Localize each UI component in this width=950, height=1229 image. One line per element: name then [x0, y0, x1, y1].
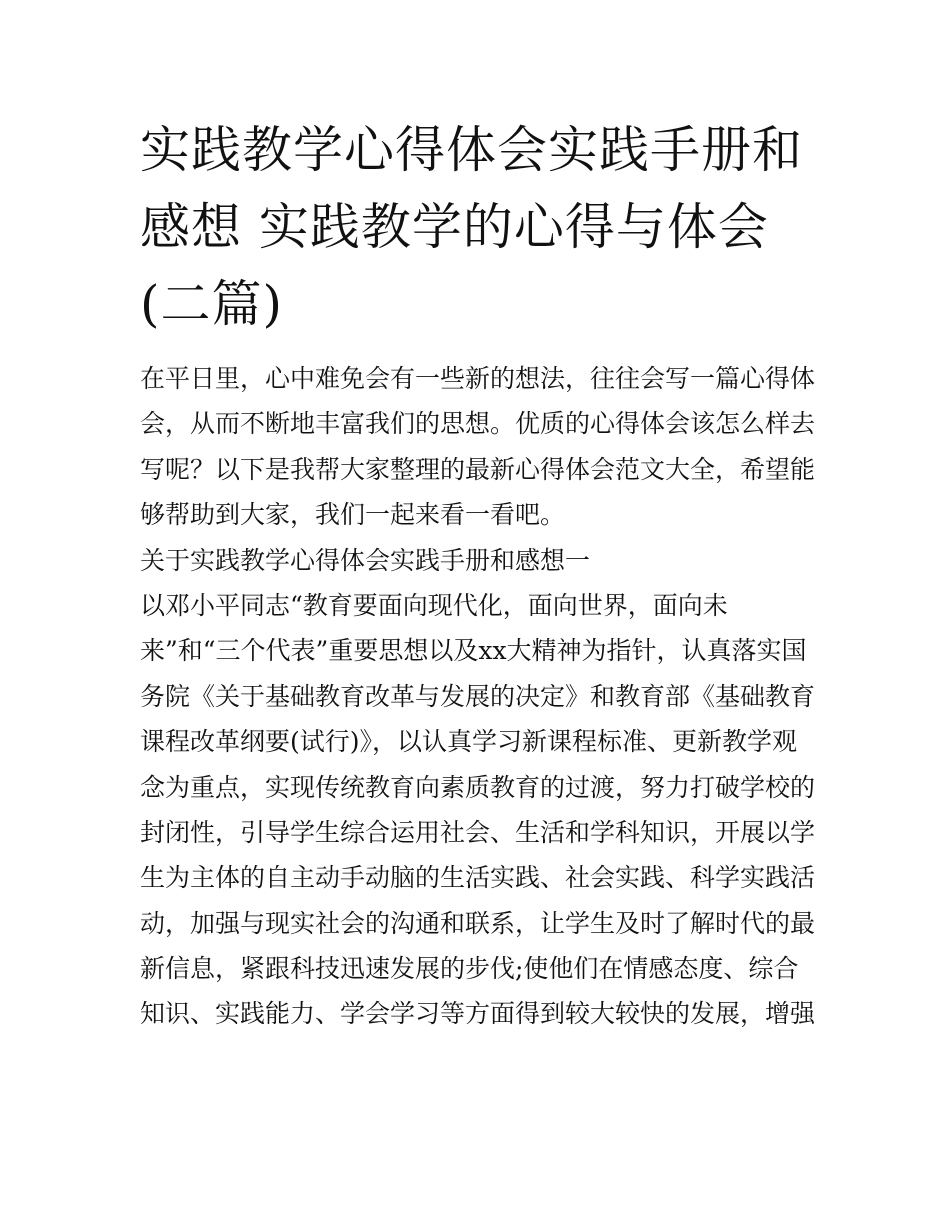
body-line: 会，从而不断地丰富我们的思想。优质的心得体会该怎么样去: [140, 409, 816, 439]
document-title: [140, 112, 820, 343]
title-line: 感想 实践教学的心得与体会: [140, 198, 769, 256]
body-line: 新信息，紧跟科技迅速发展的步伐;使他们在情感态度、综合: [140, 954, 799, 984]
title-line: 实践教学心得体会实践手册和: [140, 121, 803, 179]
title-line: (二篇): [140, 275, 284, 333]
body-line: 务院《关于基础教育改革与发展的决定》和教育部《基础教育: [140, 681, 816, 711]
body-line: 写呢？以下是我帮大家整理的最新心得体会范文大全，希望能: [140, 454, 816, 484]
document-body: [140, 356, 830, 1037]
body-line: 动，加强与现实社会的沟通和联系，让学生及时了解时代的最: [140, 908, 816, 938]
section-heading: 关于实践教学心得体会实践手册和感想一: [140, 545, 591, 575]
body-line: 知识、实践能力、学会学习等方面得到较大较快的发展，增强: [140, 999, 816, 1029]
body-line: 封闭性，引导学生综合运用社会、生活和学科知识，开展以学: [140, 817, 816, 847]
body-line: 在平日里，心中难免会有一些新的想法，往往会写一篇心得体: [140, 364, 816, 393]
body-line: 念为重点，实现传统教育向素质教育的过渡，努力打破学校的: [140, 772, 816, 802]
body-line: 生为主体的自主动手动脑的生活实践、社会实践、科学实践活: [140, 863, 816, 893]
body-line: 课程改革纲要(试行)》，以认真学习新课程标准、更新教学观: [140, 727, 798, 757]
body-line: 来”和“三个代表”重要思想以及xx大精神为指针，认真落实国: [140, 636, 807, 666]
body-line: 够帮助到大家，我们一起来看一看吧。: [140, 500, 566, 530]
body-line: 以邓小平同志“教育要面向现代化，面向世界，面向未: [140, 590, 728, 620]
